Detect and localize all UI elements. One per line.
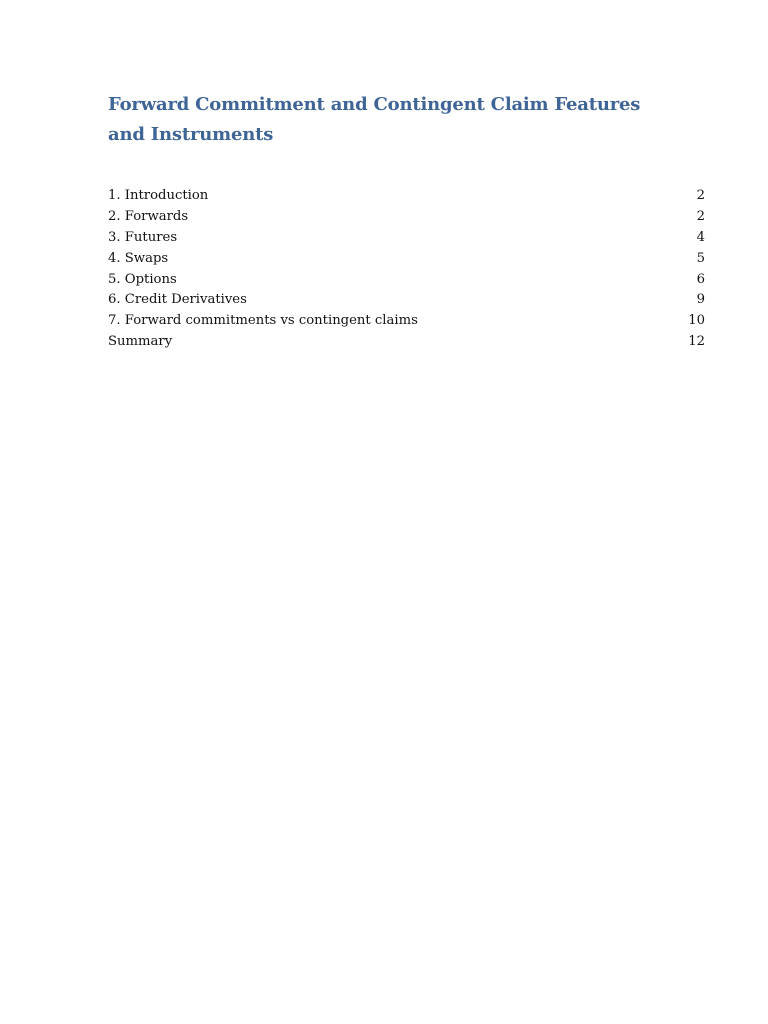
- toc-entry-page-number: 5: [696, 250, 705, 266]
- toc-entry-page-number: 4: [696, 229, 705, 245]
- toc-entry-forwards[interactable]: [108, 207, 705, 228]
- toc-entry-options[interactable]: [108, 270, 705, 291]
- toc-entry-label: 2. Forwards: [108, 208, 189, 224]
- toc-entry-swaps[interactable]: [108, 249, 705, 270]
- toc-entry-label: Summary: [108, 334, 173, 350]
- toc-entry-credit-derivatives[interactable]: [108, 290, 705, 311]
- toc-entry-page-number: 6: [696, 271, 705, 287]
- document-title: Forward Commitment and Contingent Claim Features and Instruments: [108, 94, 641, 145]
- toc-entry-page-number: 2: [696, 208, 705, 224]
- toc-entry-label: 1. Introduction: [108, 188, 209, 203]
- toc-entry-label: 4. Swaps: [108, 250, 169, 266]
- toc-entry-page-number: 2: [696, 188, 705, 203]
- toc-entry-futures[interactable]: [108, 228, 705, 249]
- toc-entry-page-number: 12: [688, 334, 705, 350]
- toc-entry-summary[interactable]: [108, 332, 705, 353]
- toc-entry-page-number: 9: [696, 292, 705, 308]
- toc-entry-label: 3. Futures: [108, 229, 178, 245]
- toc-entry-label: 5. Options: [108, 271, 177, 287]
- toc-entry-forward-commitments-vs-contingent-claims[interactable]: [108, 311, 705, 332]
- toc-entry-label: 6. Credit Derivatives: [108, 292, 247, 308]
- table-of-contents: [108, 186, 705, 353]
- toc-entry-introduction[interactable]: [108, 186, 705, 207]
- toc-entry-label: 7. Forward commitments vs contingent claims: [108, 313, 418, 329]
- toc-entry-page-number: 10: [688, 313, 705, 329]
